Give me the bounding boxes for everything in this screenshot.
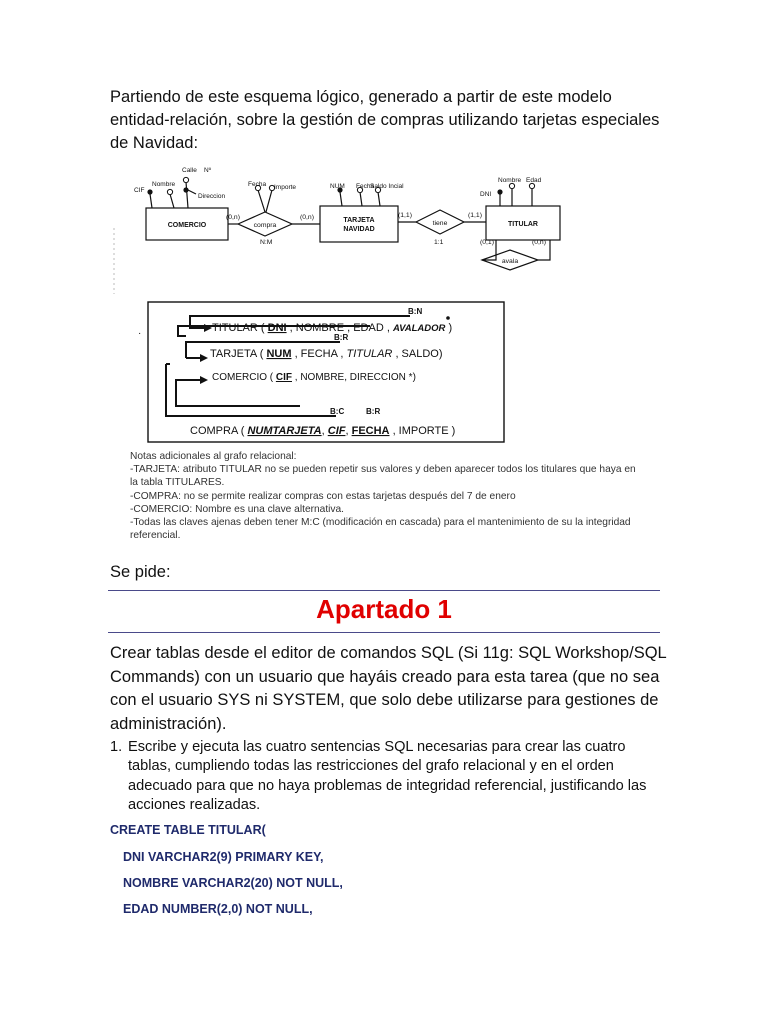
- card-tarjeta-tiene: (1,1): [398, 212, 412, 219]
- attr-dni: DNI: [480, 191, 492, 198]
- entity-titular-label: TITULAR: [508, 221, 538, 228]
- er-diagram: [108, 158, 668, 298]
- rel-tarjeta: TARJETA ( NUM , FECHA , TITULAR , SALDO): [210, 348, 443, 360]
- attr-saldo: Saldo Incial: [370, 183, 404, 190]
- relation-compra-label: compra: [253, 222, 277, 229]
- entity-tarjeta-label: TARJETA: [343, 217, 375, 224]
- note-line: la tabla TITULARES.: [130, 477, 225, 489]
- card-nm: N:M: [260, 239, 273, 246]
- attr-nombre-titular: Nombre: [498, 177, 522, 184]
- entity-tarjeta-navidad: [320, 206, 398, 242]
- attr-direccion: Direccion: [198, 193, 226, 200]
- apartado-title: Apartado 1: [316, 594, 452, 624]
- svg-text:·: ·: [138, 328, 142, 339]
- note-line: -TARJETA: atributo TITULAR no se pueden repetir sus valores y deben aparecer todos los titulares que haya en: [130, 464, 636, 476]
- attr-nombre-comercio: Nombre: [152, 181, 176, 188]
- rel-comercio: COMERCIO ( CIF , NOMBRE, DIRECCION *): [212, 372, 416, 383]
- task-item: [110, 738, 670, 816]
- relational-graph: [140, 296, 520, 444]
- attr-num: NUM: [330, 183, 345, 190]
- attr-fecha-tarjeta: Fecha: [356, 183, 375, 190]
- label-bn: B:N: [408, 307, 423, 316]
- card-tarjeta-compra: (0,n): [300, 214, 314, 221]
- card-comercio: (0,n): [226, 214, 240, 221]
- attr-numero: Nº: [204, 167, 212, 174]
- diagram-notes: [130, 450, 670, 542]
- intro-paragraph: Partiendo de este esquema lógico, generado a partir de este modelo entidad-relación, sobre la gestión de compras utilizando tarjetas especiales de Navidad:: [110, 88, 660, 152]
- se-pide-heading: Se pide:: [110, 563, 171, 581]
- label-bc: B:C: [330, 407, 345, 416]
- attr-cif: CIF: [134, 187, 145, 194]
- card-one-one: 1:1: [434, 239, 444, 246]
- note-line: Notas adicionales al grafo relacional:: [130, 451, 297, 462]
- label-br-2: B:R: [366, 407, 381, 416]
- attr-fecha-compra: Fecha: [248, 181, 267, 188]
- relation-avala-label: avala: [501, 258, 519, 265]
- relation-tiene-label: tiene: [432, 220, 448, 227]
- task-paragraph: Crear tablas desde el editor de comandos SQL (Si 11g: SQL Workshop/SQL Commands) con un usuario que hayáis creado para esta tarea (que no sea con el usuario SYS ni SYSTEM, que solo debe utilizarse para gestiones de administración).: [110, 644, 667, 733]
- sql-line: DNI VARCHAR2(9) PRIMARY KEY,: [123, 850, 324, 864]
- note-line: -COMERCIO: Nombre es una clave alternativa.: [130, 503, 345, 515]
- attr-importe: Importe: [274, 184, 297, 191]
- note-line: -Todas las claves ajenas deben tener M:C (modificación en cascada) para el mantenimiento de su la integridad: [130, 517, 631, 529]
- card-avala-2: (0,n): [532, 239, 546, 246]
- note-line: -COMPRA: no se permite realizar compras con estas tarjetas después del 7 de enero: [130, 490, 516, 502]
- note-line: referencial.: [130, 530, 181, 542]
- label-br-1: B:R: [334, 333, 349, 342]
- attr-calle: Calle: [182, 167, 197, 174]
- divider-top: [108, 590, 660, 591]
- task-text: Escribe y ejecuta las cuatro sentencias SQL necesarias para crear las cuatro tablas, cumpliendo todas las restricciones del grafo relacional y en el orden adecuado para que no haya problemas de integridad referencial, justificando las acciones realizadas.: [128, 739, 647, 814]
- attr-edad: Edad: [526, 177, 542, 184]
- card-titular-tiene: (1,1): [468, 212, 482, 219]
- divider-bottom: [108, 632, 660, 633]
- card-avala-1: (0,1): [480, 239, 494, 246]
- entity-comercio-label: COMERCIO: [167, 222, 207, 229]
- sql-line: NOMBRE VARCHAR2(20) NOT NULL,: [123, 876, 343, 890]
- rel-compra: COMPRA ( NUMTARJETA, CIF, FECHA , IMPORTE ): [190, 425, 456, 437]
- task-number: 1.: [110, 739, 123, 755]
- rel-titular: TITULAR ( DNI , NOMBRE , EDAD , AVALADOR ): [212, 322, 453, 334]
- sql-line: CREATE TABLE TITULAR(: [110, 823, 266, 837]
- entity-navidad-label: NAVIDAD: [343, 226, 375, 233]
- sql-line: EDAD NUMBER(2,0) NOT NULL,: [123, 902, 313, 916]
